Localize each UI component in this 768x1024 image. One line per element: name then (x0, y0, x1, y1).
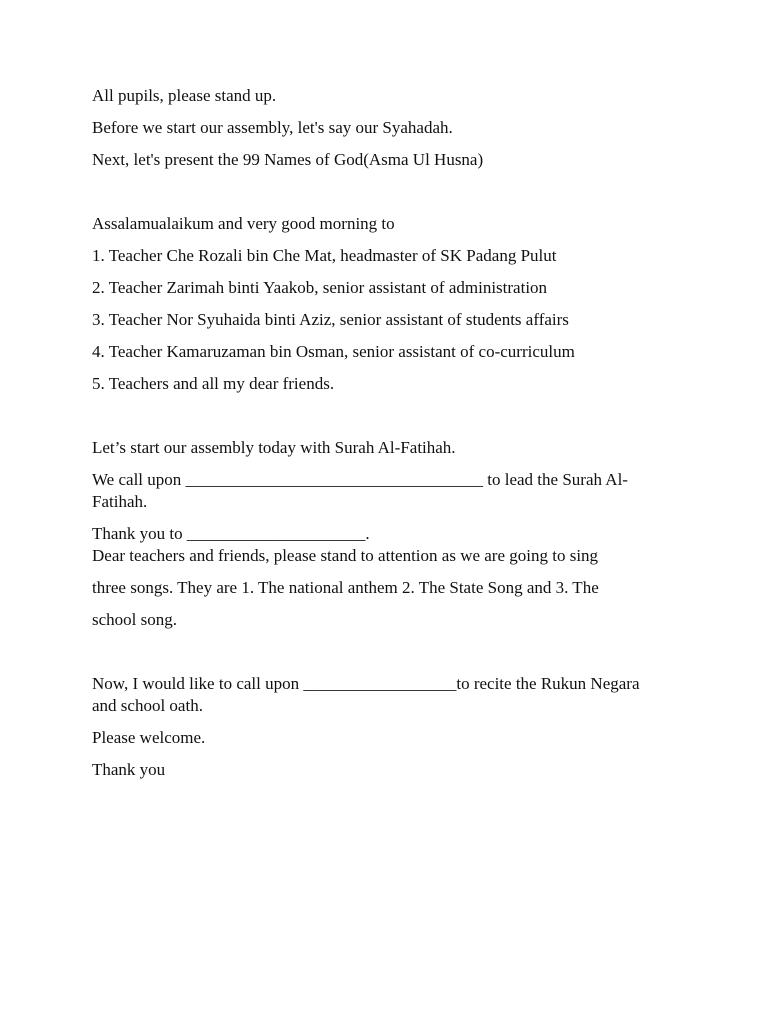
fatihah-call-line-1: We call upon ___________________________________ to lead the Surah Al- (92, 470, 628, 489)
closing-thanks: Thank you (92, 760, 166, 779)
opening-line-stand: All pupils, please stand up. (92, 86, 277, 105)
songs-line-3: school song. (92, 610, 177, 629)
fatihah-start: Let’s start our assembly today with Surah Al-Fatihah. (92, 438, 456, 457)
songs-line-1: Dear teachers and friends, please stand to attention as we are going to sing (92, 546, 599, 565)
closing-call-line-1: Now, I would like to call upon __________________to recite the Rukun Negara (92, 674, 640, 693)
closing-welcome: Please welcome. (92, 728, 206, 747)
closing-call-line-2: and school oath. (92, 696, 203, 715)
greeting-list-item: 1. Teacher Che Rozali bin Che Mat, headmaster of SK Padang Pulut (92, 246, 557, 265)
greeting-list-item: 5. Teachers and all my dear friends. (92, 374, 335, 393)
opening-line-asma-ul-husna: Next, let's present the 99 Names of God(Asma Ul Husna) (92, 150, 484, 169)
greeting-list-item: 2. Teacher Zarimah binti Yaakob, senior assistant of administration (92, 278, 548, 297)
document-body (92, 85, 676, 781)
fatihah-thanks: Thank you to _____________________. (92, 524, 370, 543)
greeting-list-item: 4. Teacher Kamaruzaman bin Osman, senior assistant of co-curriculum (92, 342, 575, 361)
songs-line-2: three songs. They are 1. The national anthem 2. The State Song and 3. The (92, 578, 599, 597)
fatihah-call-line-2: Fatihah. (92, 492, 148, 511)
greeting-list-item: 3. Teacher Nor Syuhaida binti Aziz, senior assistant of students affairs (92, 310, 569, 329)
opening-line-syahadah: Before we start our assembly, let's say our Syahadah. (92, 118, 453, 137)
greeting-intro: Assalamualaikum and very good morning to (92, 214, 395, 233)
